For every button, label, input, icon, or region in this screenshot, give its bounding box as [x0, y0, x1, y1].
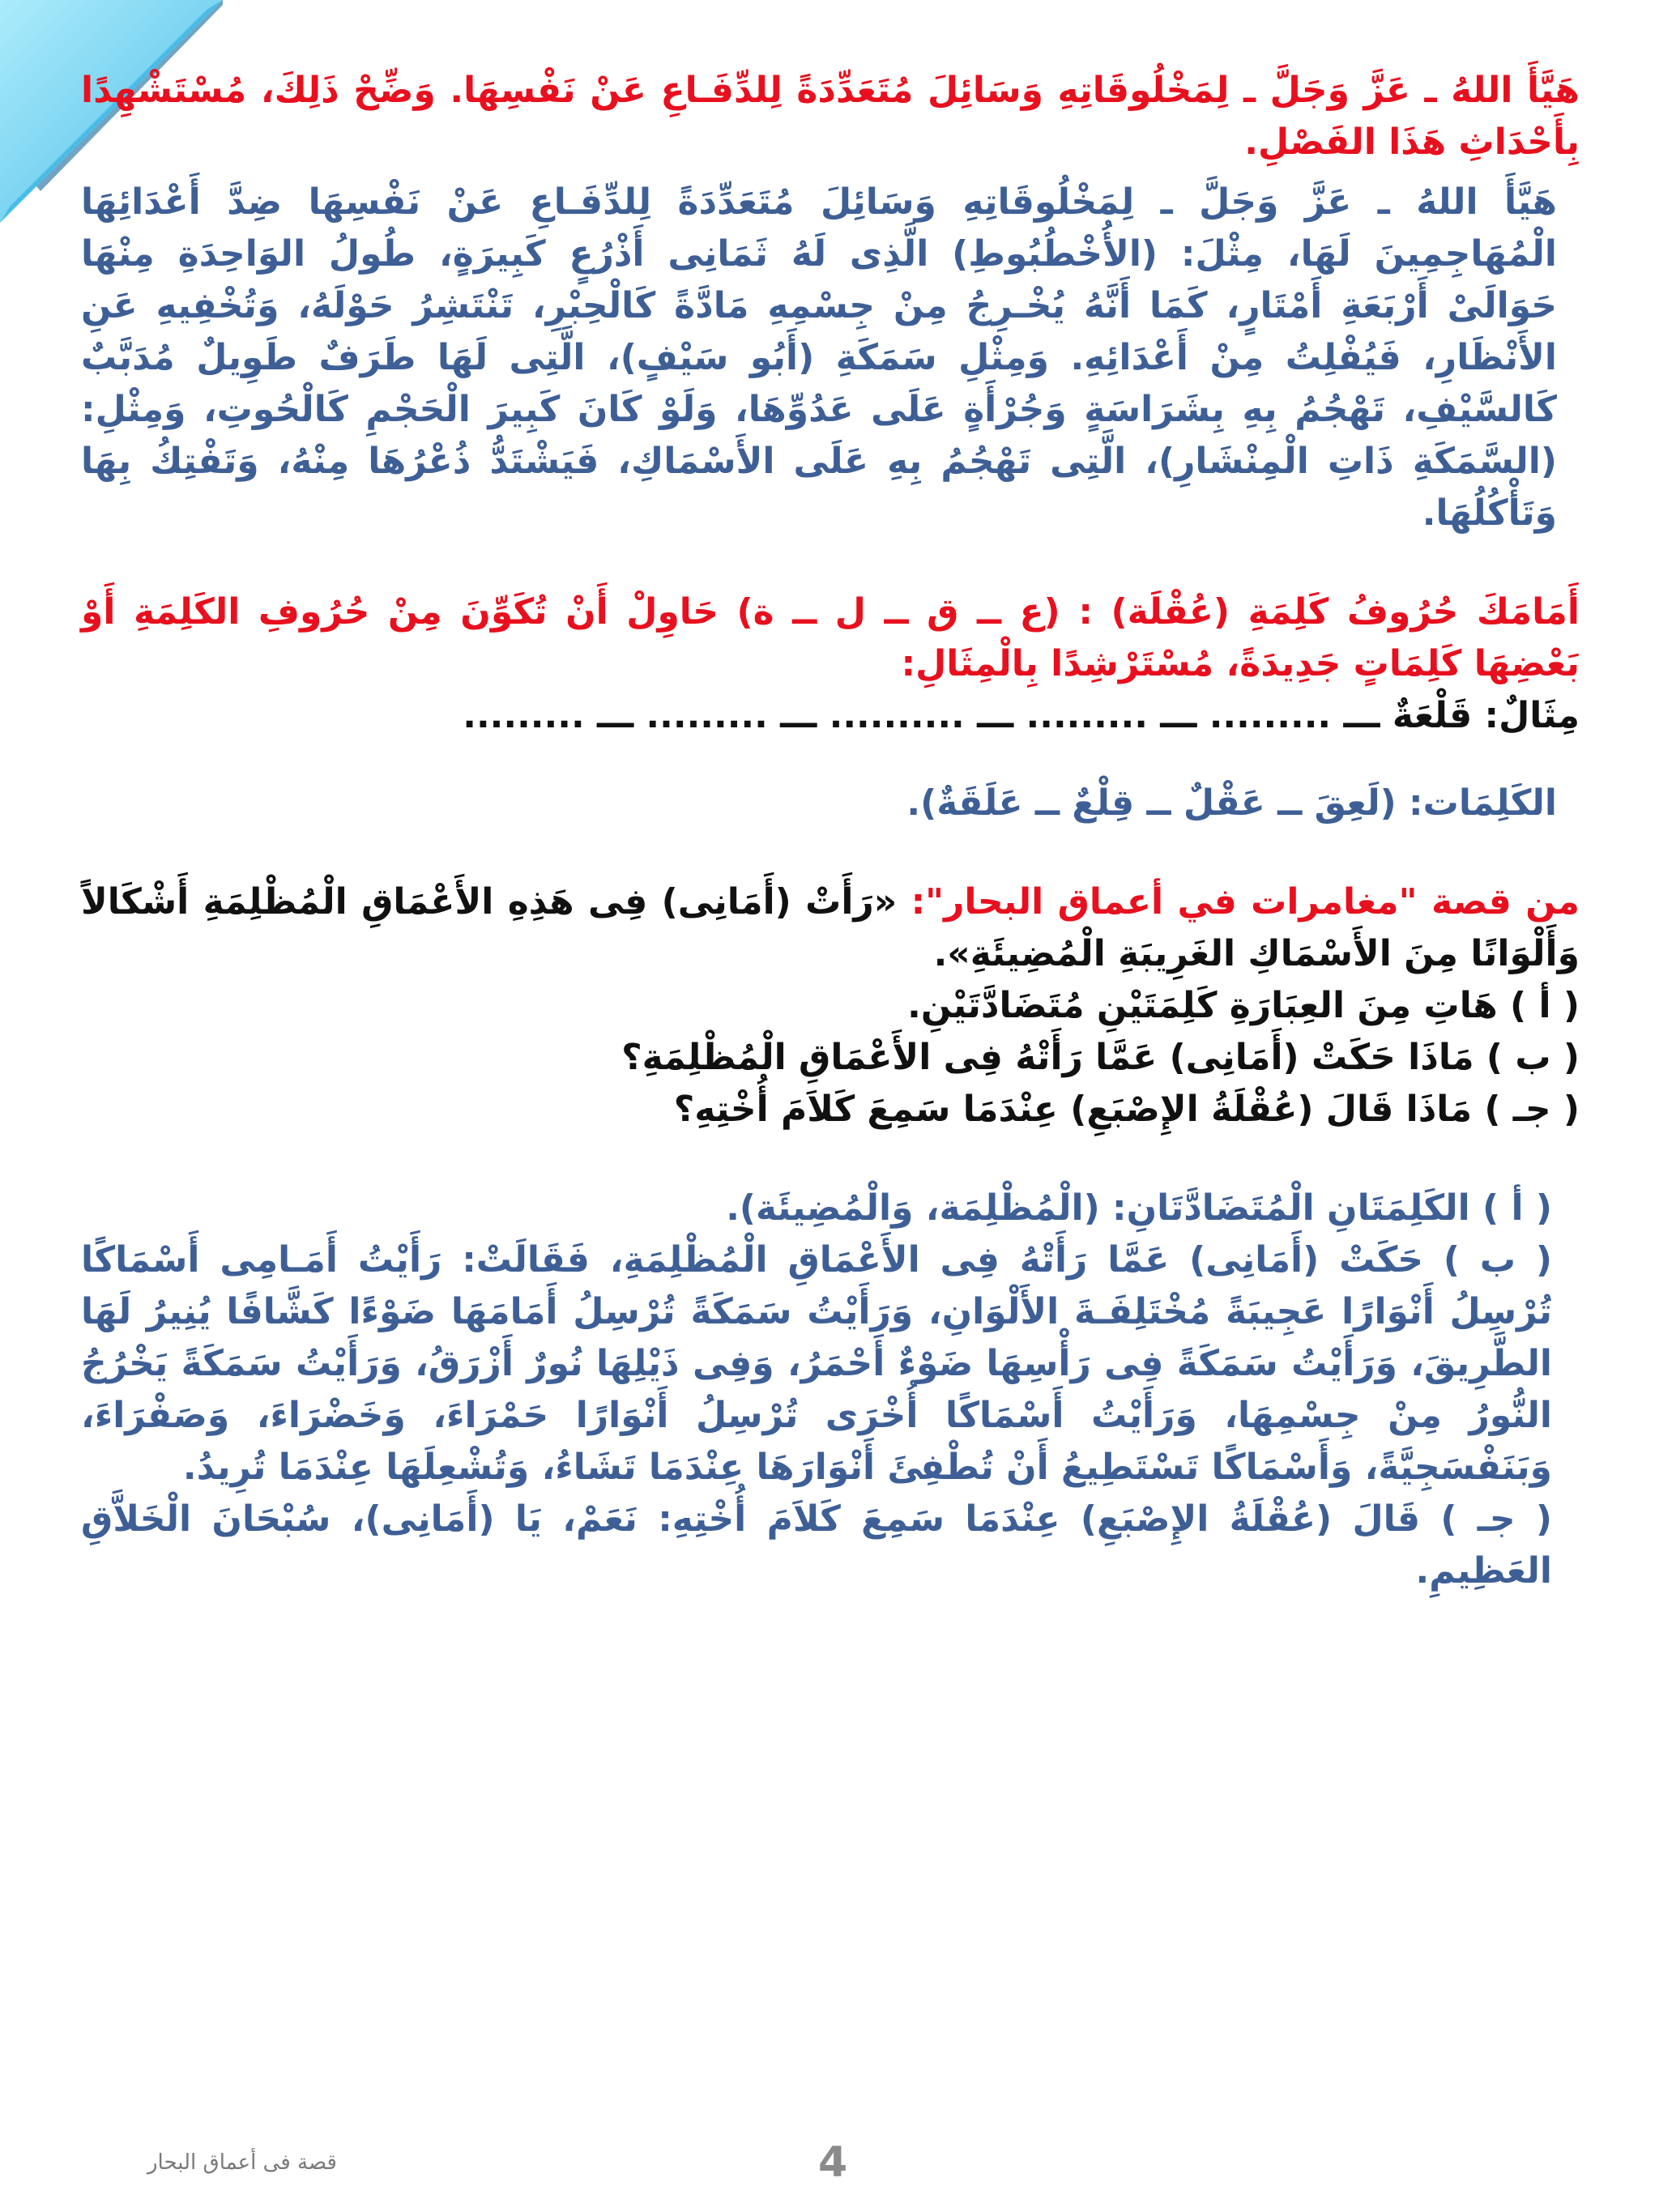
question-3-quote: «رَأَتْ (أَمَانِى) فِى هَذِهِ الأَعْمَاقِ الْمُظْلِمَةِ أَشْكَالاً وَأَلْوَانًا مِنَ الأَسْمَاكِ الغَرِيبَةِ الْمُضِيئَةِ».	[81, 881, 1580, 974]
question-3	[81, 876, 1580, 980]
sub-question-a: ( أ ) هَاتِ مِنَ العِبَارَةِ كَلِمَتَيْنِ مُتَضَادَّتَيْنِ.	[907, 985, 1580, 1026]
answers-3	[81, 1183, 1580, 1597]
page-number: 4	[818, 2138, 848, 2187]
answer-3b: ( ب ) حَكَتْ (أَمَانِى) عَمَّا رَأَتْهُ فِى الأَعْمَاقِ الْمُظْلِمَةِ، فَقَالَتْ: رَأَيْتُ أَمَـامِى أَسْمَاكًا تُرْسِلُ أَنْوَارًا عَجِيبَةً مُخْتَلِفَـةَ الأَلْوَانِ، وَرَأَيْتُ سَمَكَةً تُرْسِلُ أَمَامَهَا ضَوْءًا كَشَّافًا يُنِيرُ لَهَا الطَّرِيقَ، وَرَأَيْتُ سَمَكَةً فِى رَأْسِهَا ضَوْءٌ أَحْمَرُ، وَفِى ذَيْلِهَا نُورٌ أَزْرَقُ، وَرَأَيْتُ سَمَكَةً يَخْرُجُ النُّورُ مِنْ جِسْمِهَا، وَرَأَيْتُ أَسْمَاكًا أُخْرَى تُرْسِلُ أَنْوَارًا حَمْرَاءَ، وَخَضْرَاءَ، وَصَفْرَاءَ، وَبَنَفْسَجِيَّةً، وَأَسْمَاكًا تَسْتَطِيعُ أَنْ تُطْفِئَ أَنْوَارَهَا عِنْدَمَا تَشَاءُ، وَتُشْعِلَهَا عِنْدَمَا تُرِيدُ.	[81, 1239, 1552, 1488]
sub-question-c: ( جـ ) مَاذَا قَالَ (عُقْلَةُ الإِصْبَعِ) عِنْدَمَا سَمِعَ كَلاَمَ أُخْتِهِ؟	[673, 1089, 1580, 1130]
answer-1: هَيَّأَ اللهُ ـ عَزَّ وَجَلَّ ـ لِمَخْلُوقَاتِهِ وَسَائِلَ مُتَعَدِّدَةً لِلدِّفَـاعِ عَنْ نَفْسِهَا ضِدَّ أَعْدَائِهَا الْمُهَاجِمِينَ لَهَا، مِثْلَ: (الأُخْطُبُوطِ) الَّذِى لَهُ ثَمَانِى أَذْرُعٍ كَبِيرَةٍ، طُولُ الوَاحِدَةِ مِنْهَا حَوَالَىْ أَرْبَعَةِ أَمْتَارٍ، كَمَا أَنَّهُ يُخْـرِجُ مِنْ جِسْمِهِ مَادَّةً كَالْحِبْرِ، تَنْتَشِرُ حَوْلَهُ، وَتُخْفِيهِ عَنِ الأَنْظَارِ، فَيُفْلِتُ مِنْ أَعْدَائِهِ. وَمِثْلِ سَمَكَةِ (أَبُو سَيْفٍ)، الَّتِى لَهَا طَرَفٌ طَوِيلٌ مُدَبَّبٌ كَالسَّيْفِ، تَهْجُمُ بِهِ بِشَرَاسَةٍ وَجُرْأَةٍ عَلَى عَدُوِّهَا، وَلَوْ كَانَ كَبِيرَ الْحَجْمِ كَالْحُوتِ، وَمِثْلِ: (السَّمَكَةِ ذَاتِ الْمِنْشَارِ)، الَّتِى تَهْجُمُ بِهِ عَلَى الأَسْمَاكِ، فَيَشْتَدُّ ذُعْرُهَا مِنْهُ، وَتَفْتِكُ بِهَا وَتَأْكُلُهَا.	[81, 181, 1557, 534]
answer-2: الكَلِمَات: (لَعِقَ ــ عَقْلٌ ــ قِلْعٌ ــ عَلَقَةٌ).	[906, 782, 1557, 824]
worksheet-content	[81, 65, 1580, 1597]
question-2-example: مِثَالٌ: قَلْعَةٌ ـــ ......... ـــ ......... ـــ .......... ـــ ......... ـــ .........	[463, 695, 1580, 736]
question-1: هَيَّأَ اللهُ ـ عَزَّ وَجَلَّ ـ لِمَخْلُوقَاتِهِ وَسَائِلَ مُتَعَدِّدَةً لِلدِّفَـاعِ عَنْ نَفْسِهَا. وَضِّحْ ذَلِكَ، مُسْتَشْهِدًا بِأَحْدَاثِ هَذَا الفَصْلِ.	[81, 70, 1580, 163]
answer-3a: ( أ ) الكَلِمَتَانِ الْمُتَضَادَّتَانِ: (الْمُظْلِمَة، وَالْمُضِيئَة).	[726, 1187, 1552, 1229]
question-3-source: من قصة "مغامرات في أعماق البحار":	[911, 881, 1580, 923]
answer-3c: ( جـ ) قَالَ (عُقْلَةُ الإِصْبَعِ) عِنْدَمَا سَمِعَ كَلاَمَ أُخْتِهِ: نَعَمْ، يَا (أَمَانِى)، سُبْحَانَ الْخَلاَّقِ العَظِيمِ.	[81, 1498, 1552, 1592]
sub-question-b: ( ب ) مَاذَا حَكَتْ (أَمَانِى) عَمَّا رَأَتْهُ فِى الأَعْمَاقِ الْمُظْلِمَةِ؟	[621, 1037, 1580, 1078]
question-2: أَمَامَكَ حُرُوفُ كَلِمَةِ (عُقْلَة) : (ع ــ ق ــ ل ــ ة) حَاوِلْ أَنْ تُكَوِّنَ مِنْ حُرُوفِ الكَلِمَةِ أَوْ بَعْضِهَا كَلِمَاتٍ جَدِيدَةً، مُسْتَرْشِدًا بِالْمِثَالِ:	[81, 591, 1580, 684]
footer-title: قصة فى أعماق البحار	[147, 2150, 337, 2175]
